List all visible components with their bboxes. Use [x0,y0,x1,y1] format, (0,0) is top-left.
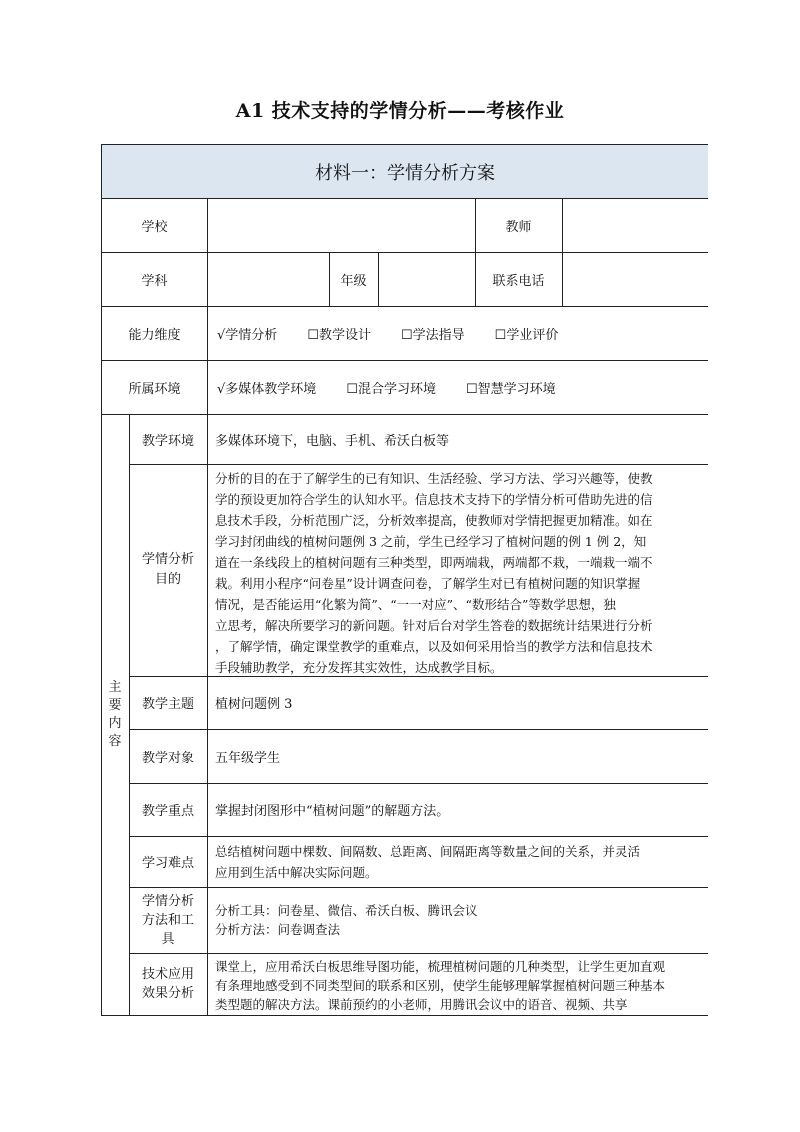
teacher-value[interactable] [562,198,708,252]
grade-value[interactable] [378,252,475,306]
phone-value[interactable] [562,252,708,306]
checkbox-icon: ☐ [465,381,478,397]
target-label: 教学对象 [141,750,194,766]
env-option-blended[interactable]: ☐混合学习环境 [346,381,436,397]
environment-label: 所属环境 [128,381,181,397]
target-value: 五年级学生 [215,750,281,766]
ability-option-analysis[interactable]: √学情分析 [217,327,278,343]
check-icon: √ [217,327,226,343]
method-label: 学情分析 方法和工 具 [141,893,194,947]
phone-label: 联系电话 [492,273,545,289]
teacher-label: 教师 [505,219,532,235]
checkbox-icon: ☐ [307,327,319,343]
environment-options [207,360,708,414]
ability-option-assessment[interactable]: ☐学业评价 [494,327,559,343]
key-point-label: 教学重点 [141,804,194,819]
topic-label: 教学主题 [141,697,194,712]
purpose-text: 分析的目的在于了解学生的已有知识、生活经验、学习方法、学习兴趣等，使教 学的预设更加符合学生的认知水平。信息技术支持下的学情分析可借助先进的信 息技术手段，分析范围广泛，分析效率提高，使教师对学情把握更加精准。如在 学习封闭曲线的植树问题例 3 之前，学生已经学习了植树问题的例 1 例 2，知 道在一条线段上的植树问题有三种类型，即两端栽，两端都不栽，一端栽一端不 栽。利用小程序“问卷星”设计调查问卷，了解学生对已有植树问题的知识掌握 情况，是否能运用“化繁为简”、“一一对应”、“数形结合”等数学思想，独 立思考，解决所要学习的新问题。针对后台对学生答卷的数据统计结果进行分析 ，了解学情，确定课堂教学的重难点，以及如何采用恰当的教学方法和信息技术 手段辅助教学，充分发挥其实效性，达成教学目标。 [215,471,653,675]
document-title: A1 技术支持的学情分析——考核作业 [235,100,565,122]
subject-label: 学科 [141,273,168,289]
ability-options [207,306,708,360]
school-label: 学校 [141,219,168,235]
banner-heading: 材料一：学情分析方案 [102,145,708,198]
checkbox-icon: ☐ [400,327,413,343]
school-value[interactable] [207,198,475,252]
env-option-multimedia[interactable]: √多媒体教学环境 [217,381,317,397]
analysis-table [101,144,708,1016]
check-icon: √ [217,381,226,397]
checkbox-icon: ☐ [346,381,358,397]
ability-option-design[interactable]: ☐教学设计 [307,327,371,343]
method-text: 分析工具：问卷星、微信、希沃白板、腾讯会议 分析方法：问卷调查法 [215,903,478,937]
checkbox-icon: ☐ [494,327,507,343]
key-point-value: 掌握封闭图形中“植树问题”的解题方法。 [215,804,450,819]
env-option-smart[interactable]: ☐智慧学习环境 [465,381,556,397]
ability-label: 能力维度 [128,327,181,343]
grade-label: 年级 [340,273,367,289]
difficulty-text: 总结植树问题中棵数、间隔数、总距离、间隔距离等数量之间的关系，并灵活 应用到生活中解决实际问题。 [215,843,641,880]
ability-option-guidance[interactable]: ☐学法指导 [400,327,465,343]
difficulty-label: 学习难点 [141,856,194,871]
purpose-label: 学情分析目的 [142,552,195,587]
main-content-label: 主要内容 [108,679,128,749]
effect-text: 课堂上，应用希沃白板思维导图功能，梳理植树问题的几种类型，让学生更加直观 有条理地感受到不同类型间的联系和区别，使学生能够理解掌握植树问题三种基本 类型题的解决方法。课前预约的小老师，用腾讯会议中的语音、视频、共享 [215,959,666,1012]
teaching-env-value: 多媒体环境下，电脑、手机、希沃白板等 [215,433,450,449]
topic-value: 植树问题例 3 [215,697,293,712]
subject-value[interactable] [207,252,329,306]
teaching-env-label: 教学环境 [141,433,194,449]
effect-label: 技术应用 效果分析 [141,967,194,1001]
